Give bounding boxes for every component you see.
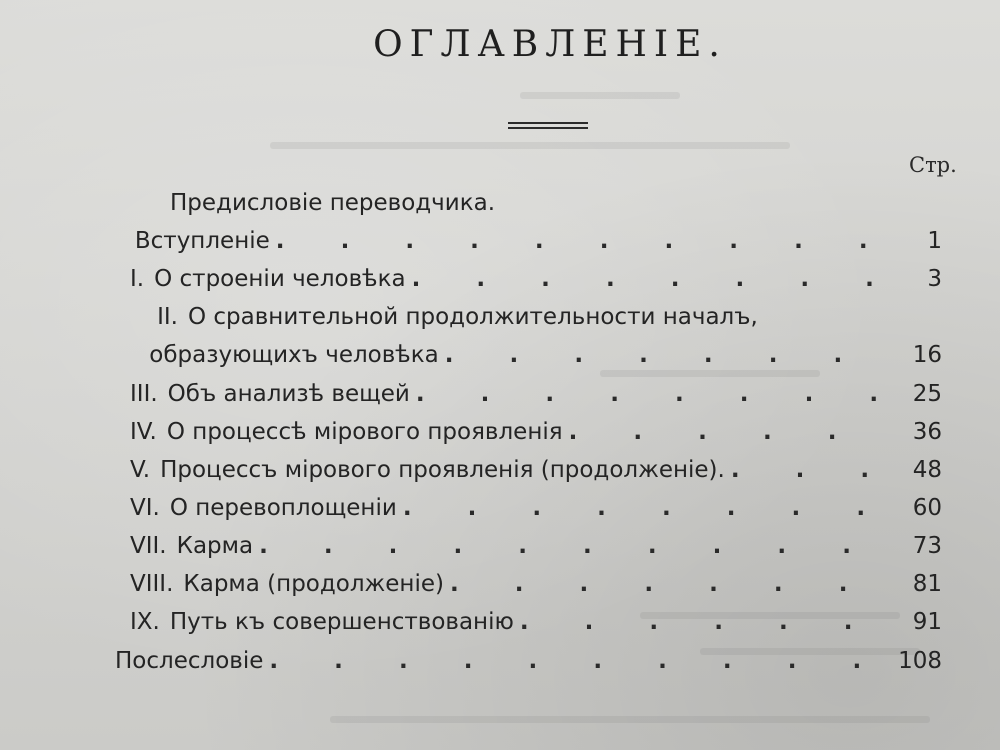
chapter-title: Вступленіе <box>134 228 270 254</box>
toc-entry <box>130 419 942 455</box>
chapter-numeral: VI. <box>130 495 160 521</box>
chapter-numeral: VIII. <box>130 571 174 597</box>
chapter-title: Объ анализѣ вещей <box>167 381 410 407</box>
page-number: 108 <box>898 648 942 674</box>
chapter-title: образующихъ человѣка <box>149 342 439 368</box>
dot-leader <box>520 609 886 635</box>
page-number: 81 <box>912 571 942 597</box>
chapter-numeral: I. <box>130 266 145 292</box>
toc-entry <box>130 609 942 645</box>
chapter-title: Послесловіе <box>115 648 264 674</box>
page-number: 91 <box>912 609 942 635</box>
page-number: 25 <box>912 381 942 407</box>
chapter-title: Предисловіе переводчика. <box>170 190 496 216</box>
dot-leader <box>416 381 886 407</box>
page-number: 16 <box>912 342 942 368</box>
toc-entry <box>92 648 942 684</box>
toc-entry <box>130 533 942 569</box>
dot-leader <box>445 342 886 368</box>
chapter-numeral: VII. <box>130 533 167 559</box>
dot-leader <box>276 228 886 254</box>
dot-leader <box>569 419 886 445</box>
toc-entry <box>130 571 942 607</box>
chapter-title: О сравнительной продолжительности началъ, <box>188 304 758 330</box>
chapter-title: О строеніи человѣка <box>154 266 406 292</box>
toc-entry <box>112 190 495 226</box>
page-number: 1 <box>927 228 942 254</box>
chapter-numeral: V. <box>130 457 151 483</box>
toc-entry <box>130 381 942 417</box>
page-title: ОГЛАВЛЕНІЕ. <box>373 24 727 65</box>
page-column-label: Стр. <box>909 153 957 177</box>
chapter-title: О перевоплощеніи <box>169 495 397 521</box>
page-number: 36 <box>912 419 942 445</box>
chapter-title: Процессъ міровогo проявленія (продолженіе). <box>160 457 725 483</box>
toc-entry <box>130 457 942 493</box>
page-number: 48 <box>912 457 942 483</box>
dot-leader <box>269 648 886 674</box>
toc-entry-continuation <box>130 342 942 378</box>
chapter-title: О процессѣ мірового проявленія <box>166 419 563 445</box>
page-number: 3 <box>927 266 942 292</box>
chapter-numeral: III. <box>130 381 158 407</box>
toc-entry <box>130 266 942 302</box>
toc-entry <box>112 228 942 264</box>
toc-entry <box>130 304 758 340</box>
dot-leader <box>450 571 886 597</box>
chapter-numeral: II. <box>157 304 178 330</box>
dot-leader <box>412 266 886 292</box>
toc-entry <box>130 495 942 531</box>
chapter-numeral: IV. <box>130 419 157 445</box>
page-number: 73 <box>912 533 942 559</box>
chapter-title: Карма <box>176 533 254 559</box>
chapter-title: Путь къ совершенствованію <box>169 609 514 635</box>
chapter-numeral: IX. <box>130 609 160 635</box>
dot-leader <box>403 495 886 521</box>
page-number: 60 <box>912 495 942 521</box>
dot-leader <box>731 457 886 483</box>
chapter-title: Карма (продолженіе) <box>183 571 444 597</box>
dot-leader <box>259 533 886 559</box>
